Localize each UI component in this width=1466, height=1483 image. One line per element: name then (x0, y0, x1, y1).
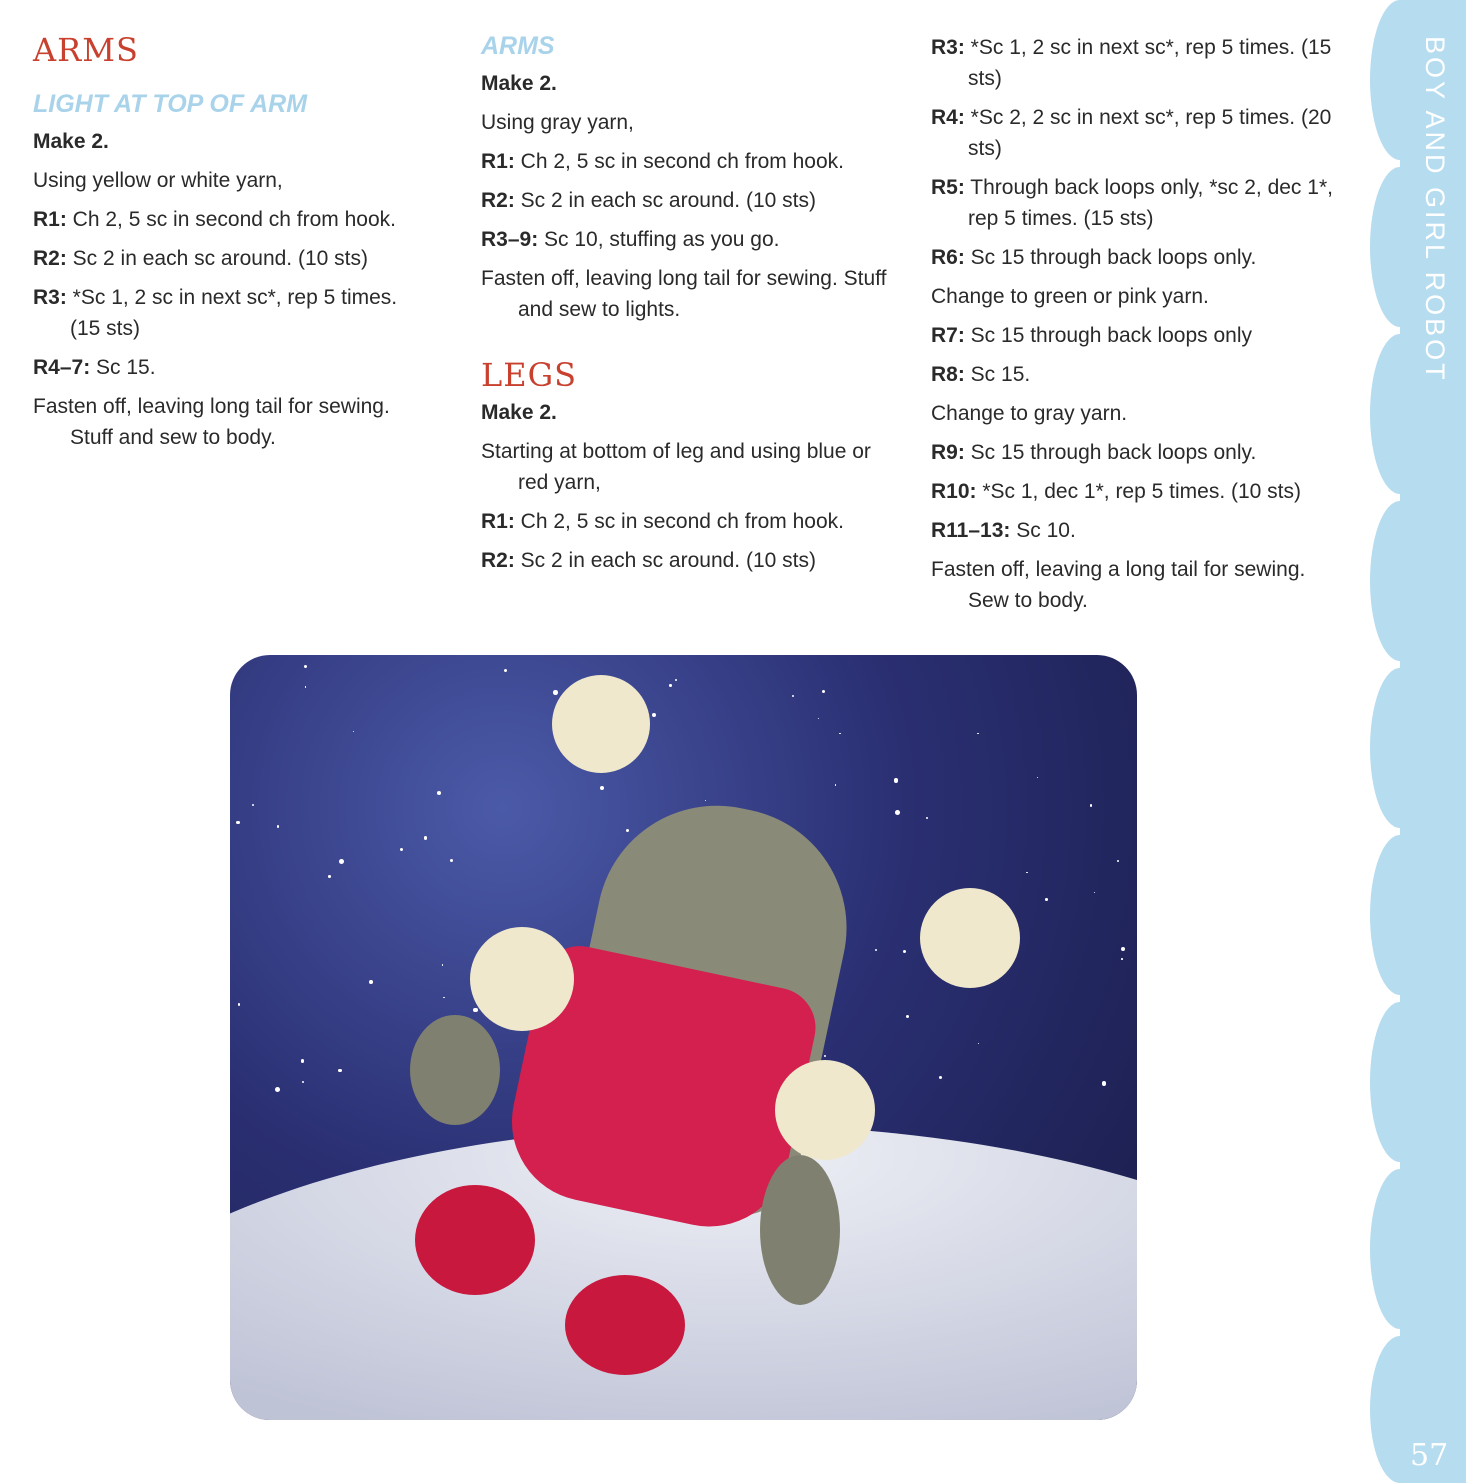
star (339, 859, 344, 864)
star (977, 733, 978, 734)
star (553, 690, 558, 695)
instruction-line (33, 165, 433, 196)
row-text: Fasten off, leaving long tail for sewing. Stuff and sew to lights. (481, 267, 887, 321)
star (302, 1081, 304, 1083)
row-text: Sc 2 in each sc around. (10 sts) (66, 247, 368, 270)
instruction-line (931, 476, 1351, 507)
row-label: R1: (481, 150, 515, 173)
row-label: R6: (931, 246, 965, 269)
star (600, 786, 604, 790)
instruction-line (481, 263, 901, 325)
section-heading: ARMS (33, 31, 139, 69)
make-count: Make 2. (481, 72, 557, 95)
row-label: R3: (33, 286, 67, 309)
row-label: R1: (481, 510, 515, 533)
scallop (1370, 501, 1430, 661)
row-text: Through back loops only, *sc 2, dec 1*, rep 5 times. (15 sts) (964, 176, 1333, 230)
row-text: Sc 2 in each sc around. (10 sts) (514, 189, 816, 212)
instruction-line (481, 436, 901, 498)
star (978, 1043, 980, 1045)
star (792, 695, 795, 698)
star (926, 817, 928, 819)
instruction-line (931, 359, 1351, 390)
instruction-line (33, 282, 433, 344)
instruction-line (931, 102, 1351, 164)
instruction-line (931, 281, 1351, 312)
star (1094, 892, 1095, 893)
star (304, 665, 307, 668)
row-text: Sc 15 through back loops only. (964, 441, 1257, 464)
make-count: Make 2. (481, 401, 557, 424)
instruction-line (931, 515, 1351, 546)
star (875, 949, 877, 951)
instruction-line (931, 172, 1351, 234)
instruction-line (931, 437, 1351, 468)
star (353, 731, 354, 732)
star (1117, 860, 1119, 862)
star (939, 1076, 942, 1079)
star (895, 810, 900, 815)
row-label: R1: (33, 208, 67, 231)
instruction-line (481, 146, 901, 177)
instruction-line (931, 554, 1351, 616)
column-2 (481, 30, 901, 584)
row-text: Change to gray yarn. (931, 402, 1128, 425)
star (1037, 777, 1038, 778)
row-text: Sc 2 in each sc around. (10 sts) (514, 549, 816, 572)
row-label: R8: (931, 363, 965, 386)
instruction-line (931, 242, 1351, 273)
column-1 (33, 28, 433, 461)
star (824, 1055, 826, 1057)
star (1121, 947, 1125, 951)
star (839, 733, 841, 735)
row-text: Change to green or pink yarn. (931, 285, 1209, 308)
instructions (33, 165, 433, 453)
star (369, 980, 373, 984)
row-label: R5: (931, 176, 965, 199)
star (443, 997, 445, 999)
star (652, 713, 656, 717)
instruction-line (33, 391, 433, 453)
star (906, 1015, 909, 1018)
star (1045, 898, 1048, 901)
row-label: R2: (481, 549, 515, 572)
star (450, 859, 453, 862)
row-text: *Sc 1, 2 sc in next sc*, rep 5 times. (15 sts) (66, 286, 398, 340)
instructions (481, 436, 901, 576)
row-text: Ch 2, 5 sc in second ch from hook. (66, 208, 397, 231)
star (400, 848, 403, 851)
star (252, 804, 254, 806)
instruction-line (931, 320, 1351, 351)
instructions (931, 32, 1351, 616)
robot-photo (230, 655, 1137, 1420)
instruction-line (481, 545, 901, 576)
star (424, 836, 428, 840)
subheading: ARMS (481, 32, 555, 60)
star (903, 950, 906, 953)
star (504, 669, 507, 672)
star (675, 679, 677, 681)
row-label: R4: (931, 106, 965, 129)
star (1026, 872, 1028, 874)
star (835, 784, 837, 786)
subheading: LIGHT AT TOP OF ARM (33, 90, 308, 118)
scallop (1370, 835, 1430, 995)
column-3 (931, 32, 1351, 624)
row-label: R9: (931, 441, 965, 464)
scallop (1370, 1169, 1430, 1329)
star (437, 791, 441, 795)
row-label: R3–9: (481, 228, 539, 251)
star (238, 1003, 241, 1006)
instruction-line (33, 352, 433, 383)
instruction-line (931, 32, 1351, 94)
star (822, 690, 825, 693)
star (442, 964, 444, 966)
star (301, 1059, 304, 1062)
row-text: Fasten off, leaving a long tail for sewing. Sew to body. (931, 558, 1306, 612)
row-label: R4–7: (33, 356, 91, 379)
star (275, 1087, 280, 1092)
instructions (481, 107, 901, 325)
row-text: *Sc 1, 2 sc in next sc*, rep 5 times. (15 sts) (964, 36, 1332, 90)
row-text: Starting at bottom of leg and using blue or red yarn, (481, 440, 871, 494)
instruction-line (481, 107, 901, 138)
star (305, 686, 307, 688)
row-text: Sc 15 through back loops only (964, 324, 1253, 347)
instruction-line (481, 185, 901, 216)
instruction-line (33, 243, 433, 274)
row-label: R2: (481, 189, 515, 212)
row-label: R2: (33, 247, 67, 270)
star (1102, 1081, 1106, 1085)
row-label: R11–13: (931, 519, 1011, 542)
row-text: Sc 10, stuffing as you go. (538, 228, 780, 251)
row-text: Sc 15. (964, 363, 1031, 386)
star (1090, 804, 1093, 807)
star (894, 778, 899, 783)
instruction-line (931, 398, 1351, 429)
star (473, 1008, 477, 1012)
scallop (1370, 1002, 1430, 1162)
running-title: BOY AND GIRL ROBOT (1420, 36, 1450, 383)
row-text: *Sc 2, 2 sc in next sc*, rep 5 times. (20 sts) (964, 106, 1332, 160)
row-text: Ch 2, 5 sc in second ch from hook. (514, 150, 845, 173)
row-text: Using yellow or white yarn, (33, 169, 283, 192)
row-label: R3: (931, 36, 965, 59)
star (338, 1069, 342, 1073)
star (277, 825, 280, 828)
star (705, 800, 706, 801)
row-text: *Sc 1, dec 1*, rep 5 times. (10 sts) (976, 480, 1301, 503)
star (818, 718, 820, 720)
row-text: Sc 15 through back loops only. (964, 246, 1257, 269)
row-label: R10: (931, 480, 977, 503)
row-text: Fasten off, leaving long tail for sewing. Stuff and sew to body. (33, 395, 390, 449)
row-text: Ch 2, 5 sc in second ch from hook. (514, 510, 845, 533)
star (626, 829, 629, 832)
star (669, 684, 671, 686)
make-count: Make 2. (33, 130, 109, 153)
row-text: Sc 15. (90, 356, 156, 379)
scallop (1370, 668, 1430, 828)
star (328, 875, 331, 878)
row-text: Using gray yarn, (481, 111, 634, 134)
star (236, 821, 239, 824)
instruction-line (481, 506, 901, 537)
page-number: 57 (1410, 1438, 1449, 1473)
row-label: R7: (931, 324, 965, 347)
section-heading: LEGS (481, 356, 578, 394)
instruction-line (481, 224, 901, 255)
instruction-line (33, 204, 433, 235)
row-text: Sc 10. (1010, 519, 1076, 542)
star (1121, 958, 1123, 960)
